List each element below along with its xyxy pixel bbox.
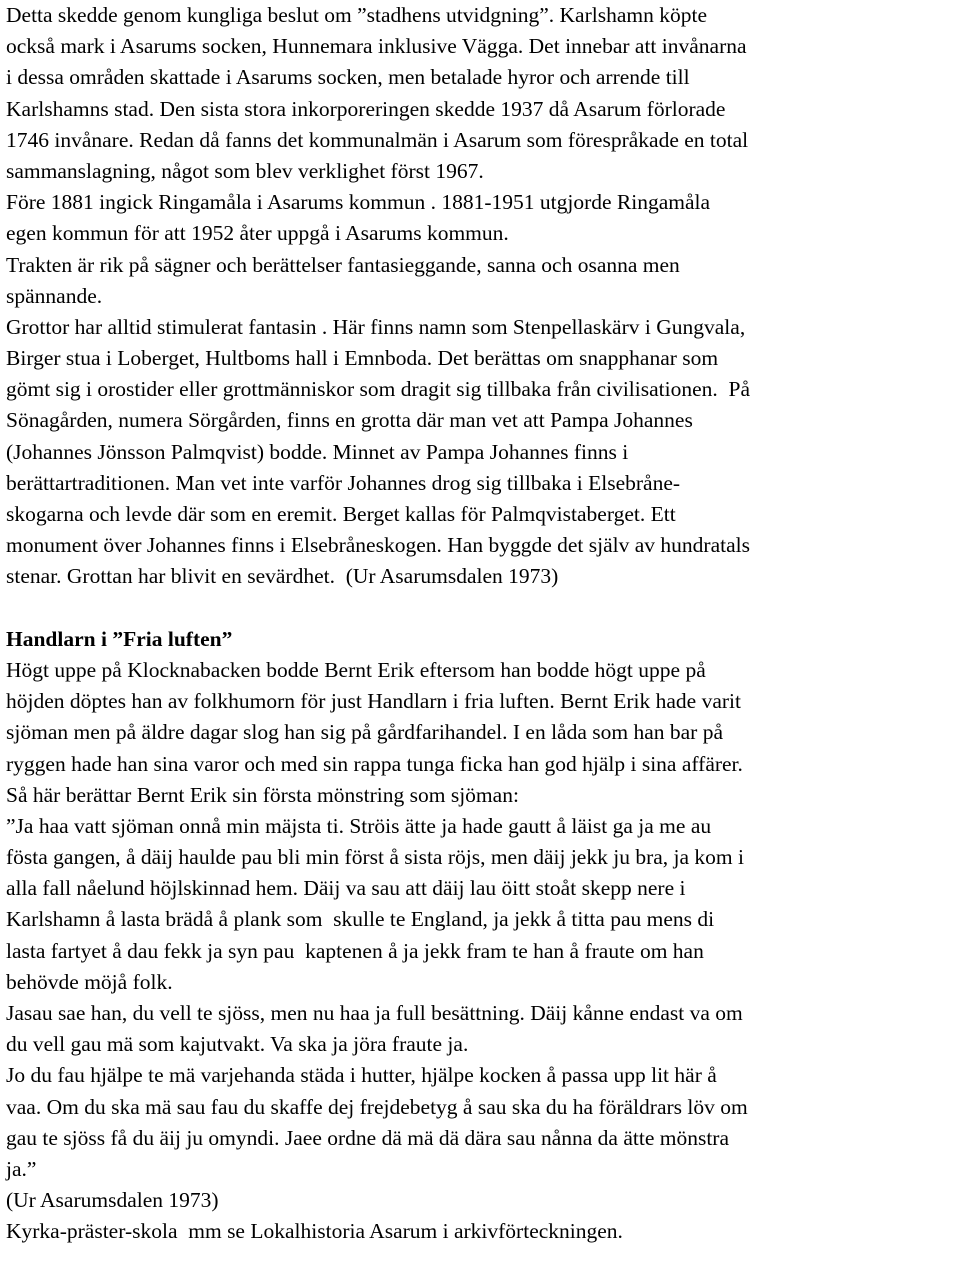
text-line: Sönagården, numera Sörgården, finns en grotta där man vet att Pampa Johannes	[6, 408, 693, 433]
text-line: Grottor har alltid stimulerat fantasin . Här finns namn som Stenpellaskärv i Gungvala,	[6, 314, 746, 339]
text-line: Jasau sae han, du vell te sjöss, men nu haa ja full besättning. Däij kånne endast va om	[6, 1001, 743, 1025]
text-line: i dessa områden skattade i Asarums socken, men betalade hyror och arrende till	[6, 65, 690, 90]
text-line: Jo du fau hjälpe te mä varjehanda städa i hutter, hjälpe kocken å passa upp lit här å	[6, 1063, 717, 1088]
text-line: också mark i Asarums socken, Hunnemara inklusive Vägga. Det innebar att invånarna	[6, 34, 747, 59]
text-line: monument över Johannes finns i Elsebråneskogen. Han byggde det själv av hundratals	[6, 533, 750, 558]
paragraph-spacer	[6, 593, 956, 624]
reference-note: Kyrka-präster-skola mm se Lokalhistoria Asarum i arkivförteckningen.	[6, 1219, 623, 1244]
text-line: Trakten är rik på sägner och berättelser fantasieggande, sanna och osanna men	[6, 252, 680, 277]
text-line: du vell gau mä som kajutvakt. Va ska ja jöra fraute ja.	[6, 1032, 469, 1057]
text-line: 1746 invånare. Redan då fanns det kommunalmän i Asarum som förespråkade en total	[6, 127, 749, 152]
source-citation: (Ur Asarumsdalen 1973)	[6, 1188, 219, 1213]
text-line: (Johannes Jönsson Palmqvist) bodde. Minnet av Pampa Johannes finns i	[6, 439, 629, 464]
document-page	[6, 0, 956, 1248]
text-line: sammanslagning, något som blev verklighet först 1967.	[6, 158, 484, 183]
text-line: lasta fartyet å dau fekk ja syn pau kaptenen å ja jekk fram te han å fraute om han	[6, 938, 704, 963]
text-line: ryggen hade han sina varor och med sin rappa tunga ficka han god hjälp i sina affärer.	[6, 751, 743, 776]
text-line: fösta gangen, å däij haulde pau bli min först å sista röjs, men däij jekk ju bra, ja kom i	[6, 845, 744, 870]
text-line: Karlshamn å lasta brädå å plank som skulle te England, ja jekk å titta pau mens di	[6, 907, 715, 932]
text-line: Före 1881 ingick Ringamåla i Asarums kommun . 1881-1951 utgjorde Ringamåla	[6, 190, 711, 215]
text-line: Birger stua i Loberget, Hultboms hall i Emnboda. Det berättas om snapphanar som	[6, 346, 719, 371]
text-line: gau te sjöss få du äij ju omyndi. Jaee ordne dä mä dä dära sau nånna da ätte mönstra	[6, 1125, 730, 1150]
text-line: Karlshamns stad. Den sista stora inkorporeringen skedde 1937 då Asarum förlorade	[6, 96, 726, 121]
text-line: egen kommun för att 1952 åter uppgå i Asarums kommun.	[6, 221, 509, 246]
text-line: Detta skedde genom kungliga beslut om ”stadhens utvidgning”. Karlshamn köpte	[6, 3, 707, 27]
text-line: höjden döptes han av folkhumorn för just Handlarn i fria luften. Bernt Erik hade varit	[6, 689, 741, 714]
text-line: spännande.	[6, 283, 103, 308]
text-line: Så här berättar Bernt Erik sin första mönstring som sjöman:	[6, 782, 519, 807]
text-line: berättartraditionen. Man vet inte varför Johannes drog sig tillbaka i Elsebråne-	[6, 470, 681, 495]
text-line: stenar. Grottan har blivit en sevärdhet. (Ur Asarumsdalen 1973)	[6, 564, 559, 589]
text-line: skogarna och levde där som en eremit. Berget kallas för Palmqvistaberget. Ett	[6, 502, 676, 526]
text-line: Högt uppe på Klocknabacken bodde Bernt Erik eftersom han bodde högt uppe på	[6, 657, 706, 682]
text-line: ja.”	[6, 1156, 37, 1181]
section-handlarn	[6, 624, 956, 1248]
text-line: alla fall nåelund höjlskinnad hem. Däij va sau att däij lau öitt stoåt skepp nere i	[6, 876, 686, 901]
text-line: vaa. Om du ska mä sau fau du skaffe dej frejdebetyg å sau ska du ha föräldrars löv om	[6, 1094, 748, 1119]
section-heading: Handlarn i ”Fria luften”	[6, 626, 233, 651]
text-line: ”Ja haa vatt sjöman onnå min mäjsta ti. Ströis ätte ja hade gautt å läist ga ja me au	[6, 813, 712, 838]
text-line: behövde möjå folk.	[6, 969, 173, 994]
section-asarum-history	[6, 0, 956, 593]
text-line: gömt sig i orostider eller grottmänniskor som dragit sig tillbaka från civilisationen. På	[6, 377, 751, 402]
text-line: sjöman men på äldre dagar slog han sig på gårdfarihandel. I en låda som han bar på	[6, 720, 724, 745]
